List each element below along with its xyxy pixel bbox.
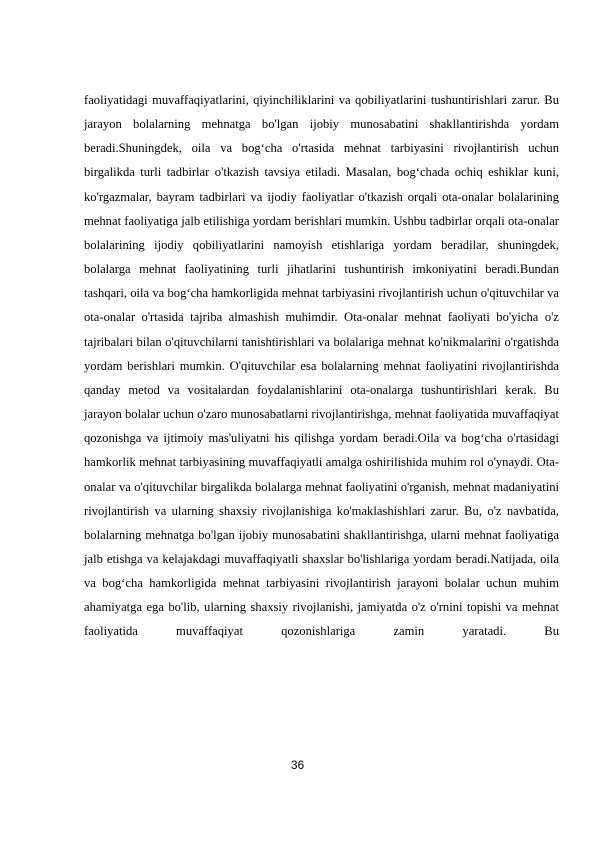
body-paragraph: faoliyatidagi muvaffaqiyatlarini, qiyinchiliklarini va qobiliyatlarini tushuntirishlari zarur. Bu jarayon bolalarning mehnatga bo'lgan ijobiy munosabatini shakllantirishda yordam beradi.Shuningdek, oila va bog‘cha o'rtasida mehnat tarbiyasini rivojlantirish uchun birgalikda turli tadbirlar o'tkazish tavsiya etiladi. Masalan, bog‘chada ochiq eshiklar kuni, ko'rgazmalar, bayram tadbirlari va ijodiy faoliyatlar o'tkazish orqali ota-onalar bolalarining mehnat faoliyatiga jalb etilishiga yordam berishlari mumkin. Ushbu tadbirlar orqali ota-onalar bolalarining ijodiy qobiliyatlarini namoyish etishlariga yordam beradilar, shuningdek, bolalarga mehnat faoliyatining turli jihatlarini tushuntirish imkoniyatini beradi.Bundan tashqari, oila va bog‘cha hamkorligida mehnat tarbiyasini rivojlantirish uchun o'qituvchilar va ota-onalar o'rtasida tajriba almashish muhimdir. Ota-onalar mehnat faoliyati bo'yicha o'z tajribalari bilan o'qituvchilarni tanishtirishlari va bolalariga mehnat ko'nikmalarini o'rgatishda yordam berishlari mumkin. O'qituvchilar esa bolalarning mehnat faoliyatini rivojlantirishda qanday metod va vositalardan foydalanishlarini ota-onalarga tushuntirishlari kerak. Bu jarayon bolalar uchun o'zaro munosabatlarni rivojlantirishga, mehnat faoliyatida muvaffaqiyat qozonishga va ijtimoiy mas'uliyatni his qilishga yordam beradi.Oila va bog‘cha o'rtasidagi hamkorlik mehnat tarbiyasining muvaffaqiyatli amalga oshirilishida muhim rol o'ynaydi. Ota-onalar va o'qituvchilar birgalikda bolalarga mehnat faoliyatini o'rganish, mehnat madaniyatini rivojlantirish va ularning shaxsiy rivojlanishiga ko'maklashishlari zarur. Bu, o'z navbatida, bolalarning mehnatga bo'lgan ijobiy munosabatini shakllantirishga, ularni mehnat faoliyatiga jalb etishga va kelajakdagi muvaffaqiyatli shaxslar bo'lishlariga yordam beradi.Natijada, oila va bog‘cha hamkorligida mehnat tarbiyasini rivojlantirish jarayoni bolalar uchun muhim ahamiyatga ega bo'lib, ularning shaxsiy rivojlanishi, jamiyatda o'z o'rnini topishi va mehnat faoliyatida muvaffaqiyat qozonishlariga zamin yaratadi. Bu	[84, 93, 559, 639]
page-number: 36	[290, 758, 305, 772]
